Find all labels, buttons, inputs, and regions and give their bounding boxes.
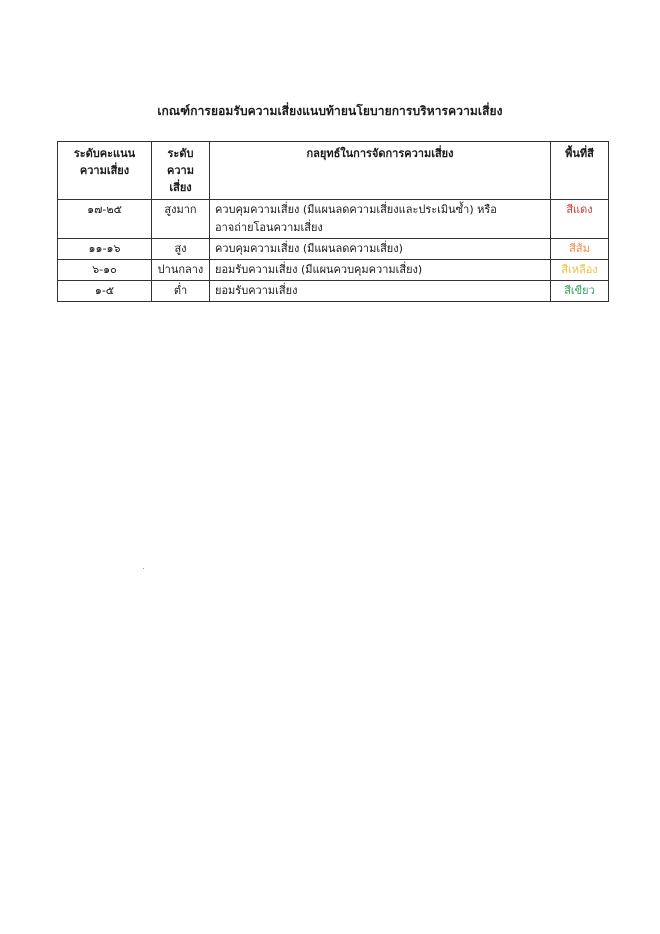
strategy-cell: ควบคุมความเสี่ยง (มีแผนลดความเสี่ยง) <box>210 239 551 260</box>
strategy-cell: ควบคุมความเสี่ยง (มีแผนลดความเสี่ยงและประเมินซ้ำ) หรือ อาจถ่ายโอนความเสี่ยง <box>210 200 551 239</box>
table-row <box>58 281 609 302</box>
header-strategy: กลยุทธ์ในการจัดการความเสี่ยง <box>210 142 551 200</box>
risk-level-cell: สูงมาก <box>152 200 210 239</box>
risk-level-cell: สูง <box>152 239 210 260</box>
color-zone-cell <box>551 200 609 239</box>
table-row <box>58 239 609 260</box>
color-zone-cell <box>551 260 609 281</box>
scan-speck <box>143 568 144 569</box>
table-row <box>58 260 609 281</box>
risk-score-cell: ๑๑-๑๖ <box>58 239 152 260</box>
color-zone-cell <box>551 239 609 260</box>
header-color-zone: พื้นที่สี <box>551 142 609 200</box>
risk-level-cell: ปานกลาง <box>152 260 210 281</box>
header-risk-score: ระดับคะแนน ความเสี่ยง <box>58 142 152 200</box>
risk-level-cell: ต่ำ <box>152 281 210 302</box>
risk-acceptance-table <box>57 141 609 302</box>
strategy-cell: ยอมรับความเสี่ยง <box>210 281 551 302</box>
strategy-cell: ยอมรับความเสี่ยง (มีแผนควบคุมความเสี่ยง) <box>210 260 551 281</box>
risk-score-cell: ๑๗-๒๕ <box>58 200 152 239</box>
table-header-row <box>58 142 609 200</box>
color-zone-label: สีส้ม <box>569 242 590 255</box>
color-zone-label: สีเหลือง <box>561 263 598 276</box>
table-row <box>58 200 609 239</box>
risk-score-cell: ๖-๑๐ <box>58 260 152 281</box>
document-title: เกณฑ์การยอมรับความเสี่ยงแนบท้ายนโยบายการบริหารความเสี่ยง <box>157 104 503 118</box>
color-zone-label: สีแดง <box>566 203 593 216</box>
header-risk-level: ระดับ ความเสี่ยง <box>152 142 210 200</box>
color-zone-cell <box>551 281 609 302</box>
risk-score-cell: ๑-๕ <box>58 281 152 302</box>
color-zone-label: สีเขียว <box>564 284 595 297</box>
